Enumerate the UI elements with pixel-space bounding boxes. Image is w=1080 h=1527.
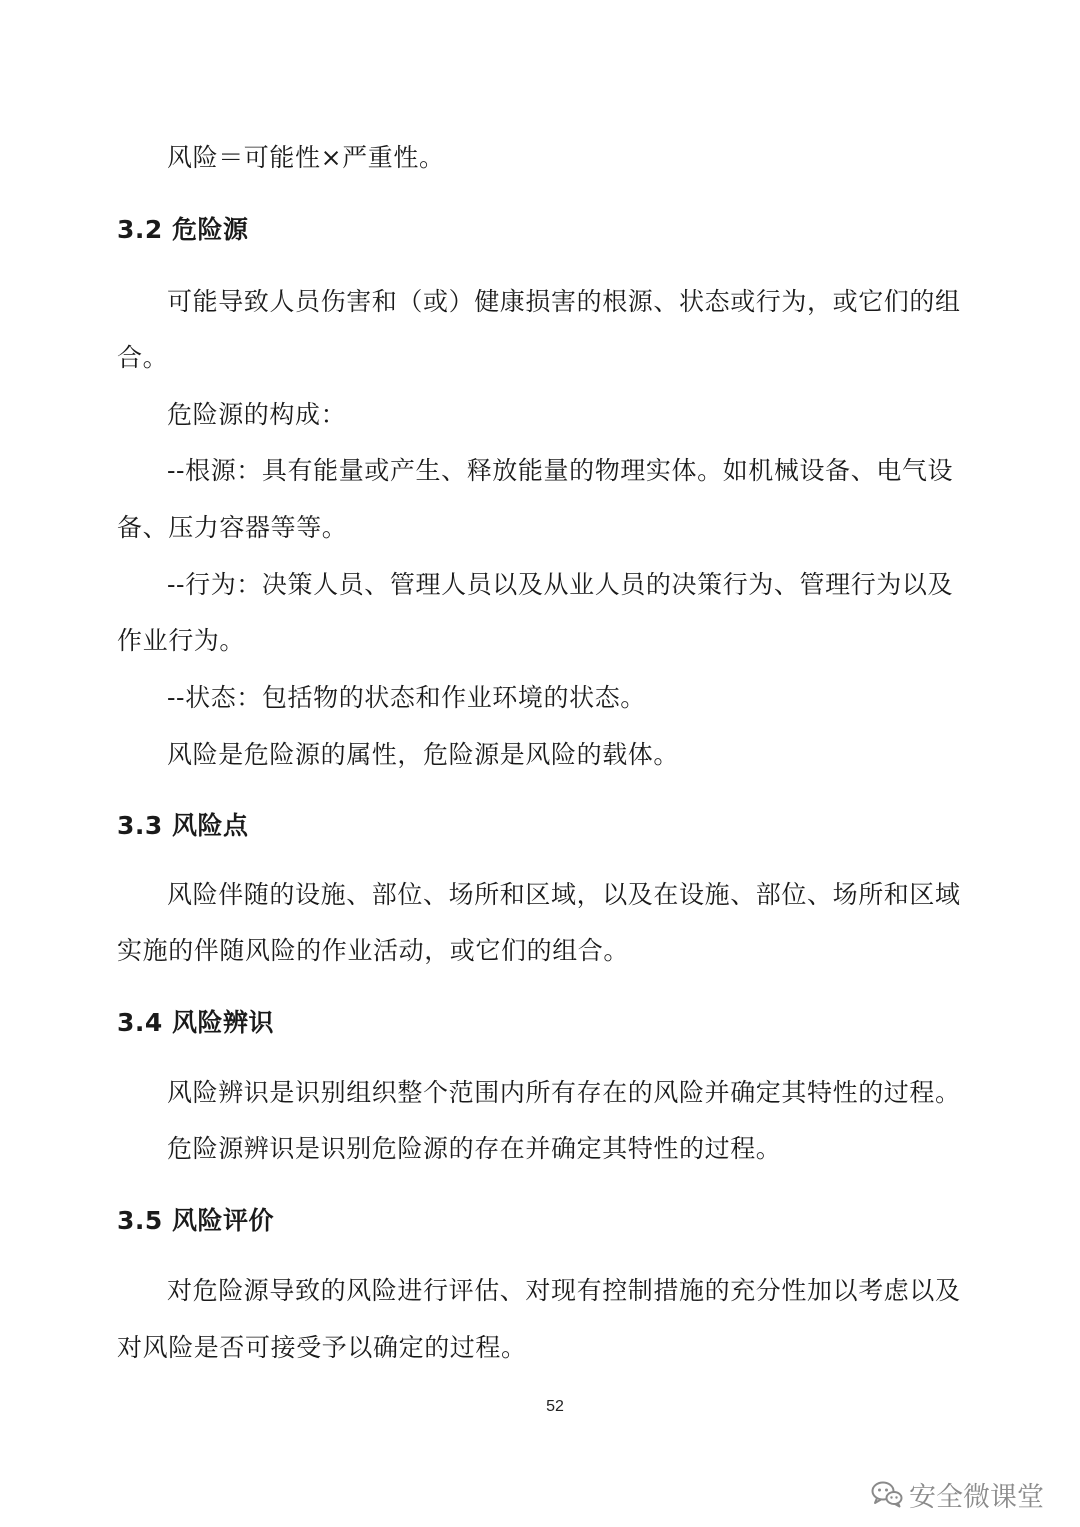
paragraph-line: 危险源的构成： xyxy=(167,400,347,429)
wechat-icon xyxy=(871,1480,903,1508)
page-number: 52 xyxy=(546,1398,564,1415)
paragraph-line: 对危险源导致的风险进行评估、对现有控制措施的充分性加以考虑以及 xyxy=(167,1276,961,1305)
watermark xyxy=(871,1474,1044,1514)
paragraph-line: 实施的伴随风险的作业活动，或它们的组合。 xyxy=(117,936,630,965)
paragraph-line: --状态：包括物的状态和作业环境的状态。 xyxy=(167,683,646,712)
paragraph-line: --行为：决策人员、管理人员以及从业人员的决策行为、管理行为以及 xyxy=(167,570,954,599)
section-heading-3-2: 3.2 危险源 xyxy=(117,215,249,244)
paragraph-line: 可能导致人员伤害和（或）健康损害的根源、状态或行为，或它们的组 xyxy=(167,287,961,316)
paragraph-line: --根源：具有能量或产生、释放能量的物理实体。如机械设备、电气设 xyxy=(167,456,954,485)
section-heading-3-5: 3.5 风险评价 xyxy=(117,1206,274,1235)
paragraph-line: 作业行为。 xyxy=(117,626,246,655)
paragraph-line: 风险伴随的设施、部位、场所和区域，以及在设施、部位、场所和区域 xyxy=(167,880,961,909)
paragraph-line: 风险是危险源的属性，危险源是风险的载体。 xyxy=(167,740,680,769)
paragraph-line: 备、压力容器等等。 xyxy=(117,513,348,542)
section-heading-3-4: 3.4 风险辨识 xyxy=(117,1008,274,1037)
paragraph-line: 危险源辨识是识别危险源的存在并确定其特性的过程。 xyxy=(167,1134,782,1163)
paragraph-line: 风险辨识是识别组织整个范围内所有存在的风险并确定其特性的过程。 xyxy=(167,1078,961,1107)
paragraph-line: 合。 xyxy=(117,343,169,372)
section-heading-3-3: 3.3 风险点 xyxy=(117,811,249,840)
paragraph-line: 风险＝可能性×严重性。 xyxy=(167,143,445,172)
watermark-text: 安全微课堂 xyxy=(909,1481,1044,1513)
paragraph-line: 对风险是否可接受予以确定的过程。 xyxy=(117,1333,527,1362)
